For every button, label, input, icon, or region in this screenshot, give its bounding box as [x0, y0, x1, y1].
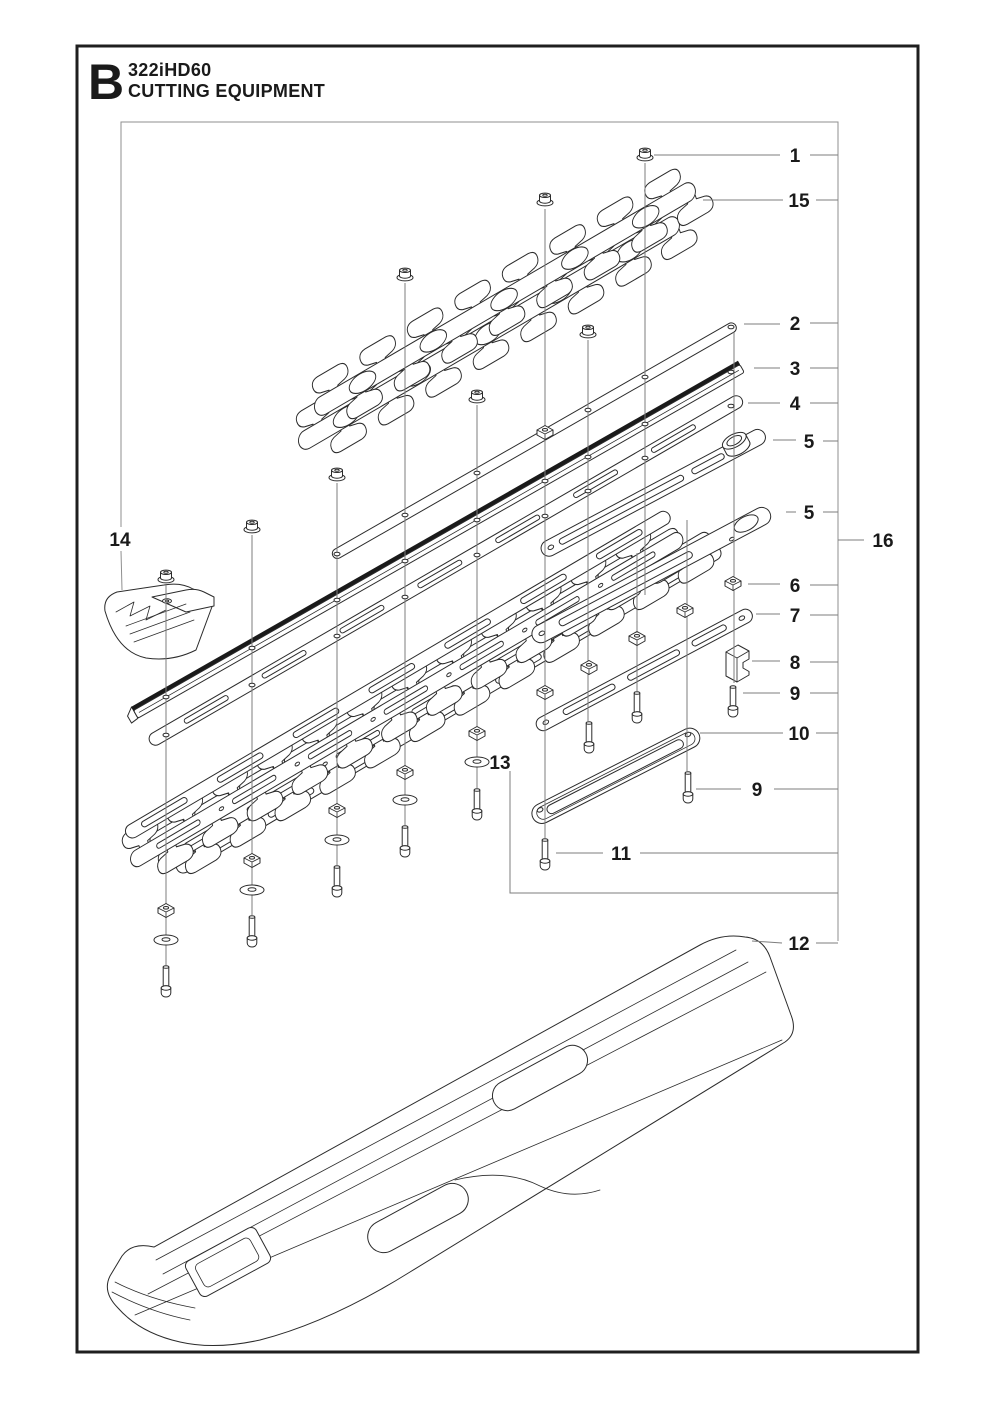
callout-label-15: 15 — [788, 191, 810, 212]
callout-label-1: 1 — [789, 146, 801, 167]
clamp-clip — [726, 645, 749, 682]
blade-tip-guard — [105, 584, 214, 659]
callout-label-12: 12 — [788, 934, 810, 955]
section-letter: B — [88, 54, 125, 110]
flange-nut — [637, 148, 653, 161]
callout-label-8: 8 — [789, 653, 801, 674]
callout-label-9a: 9 — [789, 684, 801, 705]
callout-label-4: 4 — [789, 394, 801, 415]
callout-label-16: 16 — [872, 531, 894, 552]
wear-strip — [528, 725, 703, 827]
callout-label-11: 11 — [610, 844, 632, 865]
callout-label-5b: 5 — [803, 503, 815, 524]
section-title: CUTTING EQUIPMENT — [128, 81, 326, 101]
blade-cover — [107, 936, 793, 1346]
callout-label-13: 13 — [489, 753, 511, 774]
callout-label-6: 6 — [789, 576, 801, 597]
callout-label-9b: 9 — [751, 780, 763, 801]
callout-label-3: 3 — [789, 359, 801, 380]
callout-label-2: 2 — [789, 314, 801, 335]
callout-label-7: 7 — [789, 606, 801, 627]
callout-label-5a: 5 — [803, 432, 815, 453]
callout-label-10: 10 — [788, 724, 810, 745]
model-number: 322iHD60 — [128, 60, 212, 80]
callout-label-14: 14 — [109, 530, 131, 551]
cutter-blade-front — [296, 155, 725, 437]
